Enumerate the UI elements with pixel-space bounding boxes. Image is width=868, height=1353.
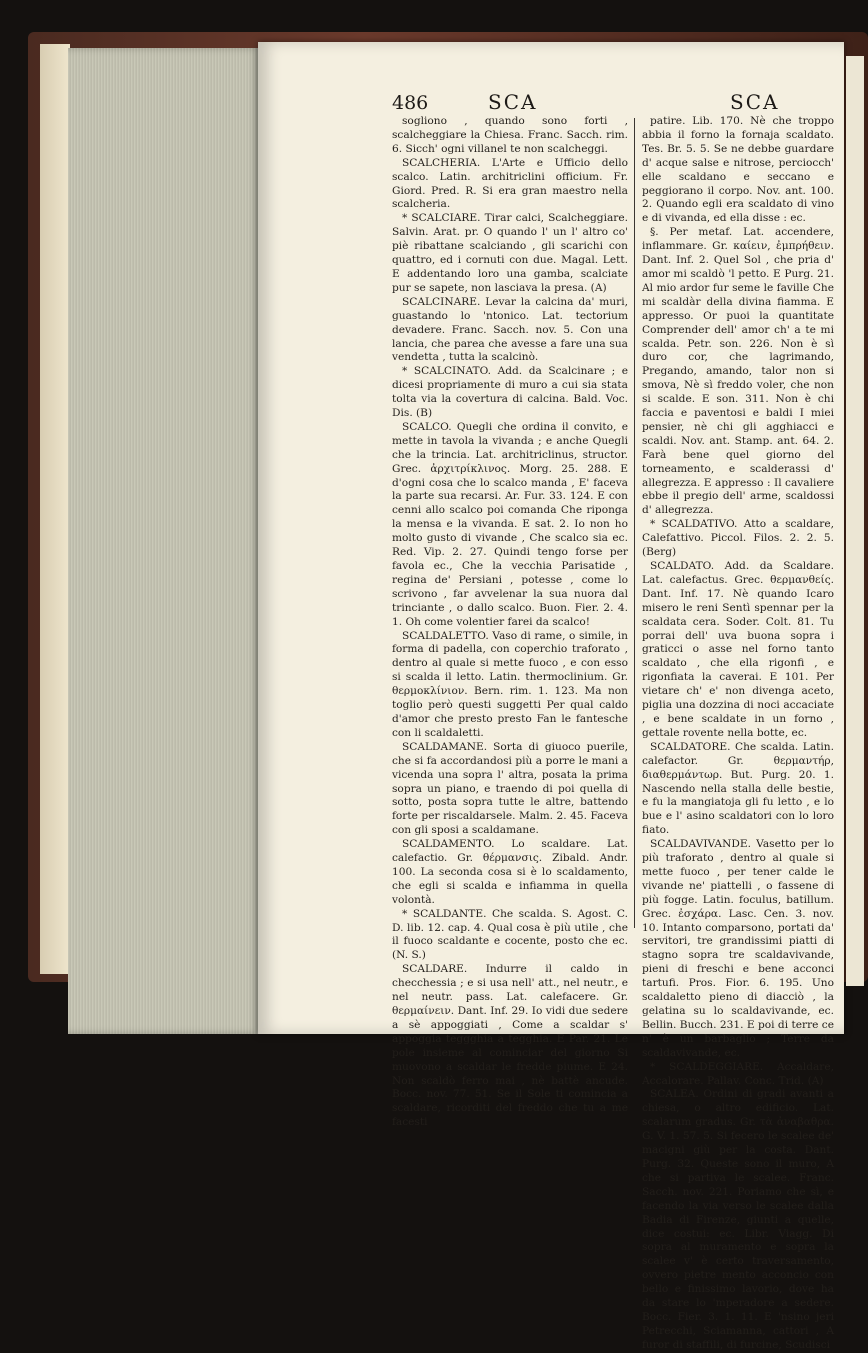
dictionary-entry: SCALCHERIA. L'Arte e Ufficio dello scalco. Latin. architriclini officium. Fr. Giord. Pred. R. Si era gran maestro nella scalcheria. [392, 156, 628, 211]
dictionary-entry: SCALDARE. Indurre il caldo in checchessia ; e si usa nell' att., nel neutr., e nel neutr. pass. Lat. calefacere. Gr. θερμαίνειν. Dant. Inf. 29. Io vidi due sedere a sè appoggiati , Come a scaldar s' appoggia teggghia a tegghia. E Par. 21. Le pole insieme al cominciar del giorno Si muovono a scaldar le fredde piume. E 24. Non scaldò ferro mai , nè battè ancude. Bocc. nov. 77. 51. Se il Sole ti comincia a scaldare, ricorditi del freddo che tu a me facesti [392, 963, 628, 1129]
running-head-left: SCA [488, 90, 538, 114]
right-column [642, 115, 834, 1351]
dictionary-entry: SCALDATORE. Che scalda. Latin. calefactor. Gr. θερμαντήρ, διαθερμάντωρ. But. Purg. 20. 1. Nascendo nella stalla delle bestie, e fu la mangiatoja gli fu letto , e lo bue e l' asino scaldatori con lo loro fiato. [642, 740, 834, 837]
dictionary-entry: SCALDAVIVANDE. Vasetto per lo più traforato , dentro al quale si mette fuoco , per tener calde le vivande ne' piattelli , o fassene di più fogge. Latin. foculus, batillum. Grec. ἐσχάρα. Lasc. Cen. 3. nov. 10. Intanto comparsono, portati da' servitori, tre grandissimi piatti di stagno sopra tre scaldavivande, pieni di freschi e bene acconci tartufi. Pros. Fior. 6. 195. Uno scaldaletto pieno di diacciò , la gelatina su lo scaldavivande, ec. Bellin. Bucch. 231. E poi di terre ce n' è un barbaglio ; Terre da scaldavivande, ec. [642, 838, 834, 1059]
dictionary-entry: * SCALCINATO. Add. da Scalcinare ; e dicesi propriamente di muro a cui sia stata tolta via la covertura di calcina. Bald. Voc. Dis. (B) [392, 365, 628, 420]
page-block-edge [68, 48, 262, 1034]
dictionary-entry: patire. Lib. 170. Nè che troppo abbia il forno la fornaja scaldato. Tes. Br. 5. 5. Se ne debbe guardare d' acque salse e nitrose, perciocch' elle scaldano e seccano e peggiorano il corpo. Nov. ant. 100. 2. Quando egli era scaldato di vino e di vivanda, ed ella disse : ec. [642, 115, 834, 225]
left-column [392, 115, 628, 1129]
page-header [392, 86, 832, 116]
flyleaf [40, 44, 70, 974]
dictionary-entry: §. Per metaf. Lat. accendere, inflammare. Gr. καίειν, ἐμπρήθειν. Dant. Inf. 2. Quel Sol , che pria d' amor mi scaldò 'l petto. E Purg. 21. Al mio ardor fur seme le faville Che mi scaldàr della divina fiamma. E appresso. Or puoi la quantitate Comprender dell' amor ch' a te mi scalda. Petr. son. 226. Non è sì duro cor, che lagrimando, Pregando, amando, talor non si smova, Nè sì freddo voler, che non si scalde. E son. 311. Non è chi faccia e paventosi e baldi I miei pensier, nè chi gli agghiacci e scaldi. Nov. ant. Stamp. ant. 64. 2. Farà bene quel giorno del torneamento, e scalderassi d' allegrezza. E appresso : Il cavaliere ebbe il pregio dell' arme, scaldossi d' allegrezza. [642, 226, 834, 517]
dictionary-entry: SCALDATO. Add. da Scaldare. Lat. calefactus. Grec. θερμανθείς. Dant. Inf. 17. Nè quando Icaro misero le reni Sentì spennar per la scaldata cera. Soder. Colt. 81. Tu porrai dell' uva buona sopra i graticci o asse nel forno tanto scaldato , che ella rigonfi , e rigonfiata la caverai. E 101. Per vietare ch' e' non divenga aceto, piglia una dozzina di noci accaciate , e bene scaldate in un forno , gettale rovente nella botte, ec. [642, 560, 834, 739]
page-number: 486 [392, 92, 429, 114]
dictionary-entry: SCALCINARE. Levar la calcina da' muri, guastando lo 'ntonico. Lat. tectorium devadere. Franc. Sacch. nov. 5. Con una lancia, che parea che avesse a fare una sua vendetta , tutta la scalcinò. [392, 295, 628, 364]
dictionary-entry: SCALDALETTO. Vaso di rame, o simile, in forma di padella, con coperchio traforato , dentro al quale si mette fuoco , e con esso si scalda il letto. Latin. thermoclinium. Gr. θερμοκλίνιον. Bern. rim. 1. 123. Ma non toglio però questi suggetti Per qual caldo d'amor che presto presto Fan le fantesche con li scaldaletti. [392, 629, 628, 739]
dictionary-entry: SCALDAMENTO. Lo scaldare. Lat. calefactio. Gr. θέρμανσις. Zibald. Andr. 100. La seconda cosa si è lo scaldamento, che egli si scalda e infiamma in quella volontà. [392, 838, 628, 906]
dictionary-entry: SCALEA. Ordini di gradi avanti a chiesa, o altro edificio. Lat. scalarum gradus. Gr. τὰ ἀναβαθρα. G. V. 1. 57. 5. Si fecero le scalee de' macigni giù per la costa. Dant. Purg. 32. Queste sono il muro, A che si partiva le scalee. Franc. Sacch. nov. 221. Poriamo che sì, e facendo la via verso le scalee dalla Badia di Firenze, giunti a quelle, dice costui: ec. Libr. Viagg. Di sopra al muramento e sopra la scalee v' è certo traversamento, ovvero pietre mento acconcio con bello e finissimo lavorio, dove ha da stare lo 'mperadore a sedere. Bocc. Fier. 3. 1. 11. E 'nsino jeri Petrecchi, Sciamanna, cattori , A furor di staffili, di furcine, Scudisci [642, 1088, 834, 1351]
dictionary-entry: SCALDAMANE. Sorta di giuoco puerile, che si fa accordandosi più a porre le mani a vicenda una sopra l' altra, posata la prima sopra un piano, e traendo di poi quella di sotto, posta sopra tutte le altre, battendo forte per riscaldarsele. Malm. 2. 45. Faceva con gli sposi a scaldamane. [392, 740, 628, 837]
dictionary-entry: * SCALDEGGIARE. Accaldare, Accalorare. Pallav. Conc. Trid. (A) [642, 1060, 834, 1087]
dictionary-entry: SCALCO. Quegli che ordina il convito, e mette in tavola la vivanda ; e anche Quegli che la trincia. Lat. architriclinus, structor. Grec. ἀρχιτρίκλινος. Morg. 25. 288. E d'ogni cosa che lo scalco manda , E' faceva la parte sua recarsi. Ar. Fur. 33. 124. E con cenni allo scalco poi comanda Che riponga la mensa e la vivanda. E sat. 2. Io non ho molto gusto di vivande , Che scalco sia ec. Red. Vip. 2. 27. Quindi tengo forse per favola ec., Che la vecchia Parisatide , regina de' Persiani , potesse , come lo scrivono , far avvelenar la sua nuora dal trinciante , o dallo scalco. Buon. Fier. 2. 4. 1. Oh come volentier farei da scalco! [392, 420, 628, 628]
facing-page-edge [846, 56, 864, 986]
dictionary-entry: * SCALCIARE. Tirar calci, Scalcheggiare. Salvin. Arat. pr. O quando l' un l' altro co' piè ribattane scalciando , gli scarichi con quattro, ed i cornuti con due. Magal. Lett. E addentando loro una gamba, scalciate pur se sapete, non lasciava la presa. (A) [392, 212, 628, 294]
dictionary-entry: sogliono , quando sono forti , scalcheggiare la Chiesa. Franc. Sacch. rim. 6. Sicch' ogni villanel te non scalcheggi. [392, 115, 628, 155]
column-divider [634, 118, 635, 928]
dictionary-entry: * SCALDATIVO. Atto a scaldare, Calefattivo. Piccol. Filos. 2. 2. 5. (Berg) [642, 518, 834, 559]
dictionary-entry: * SCALDANTE. Che scalda. S. Agost. C. D. lib. 12. cap. 4. Qual cosa è più utile , che il fuoco scaldante e cocente, posto che ec. (N. S.) [392, 907, 628, 962]
running-head-right: SCA [730, 90, 780, 114]
